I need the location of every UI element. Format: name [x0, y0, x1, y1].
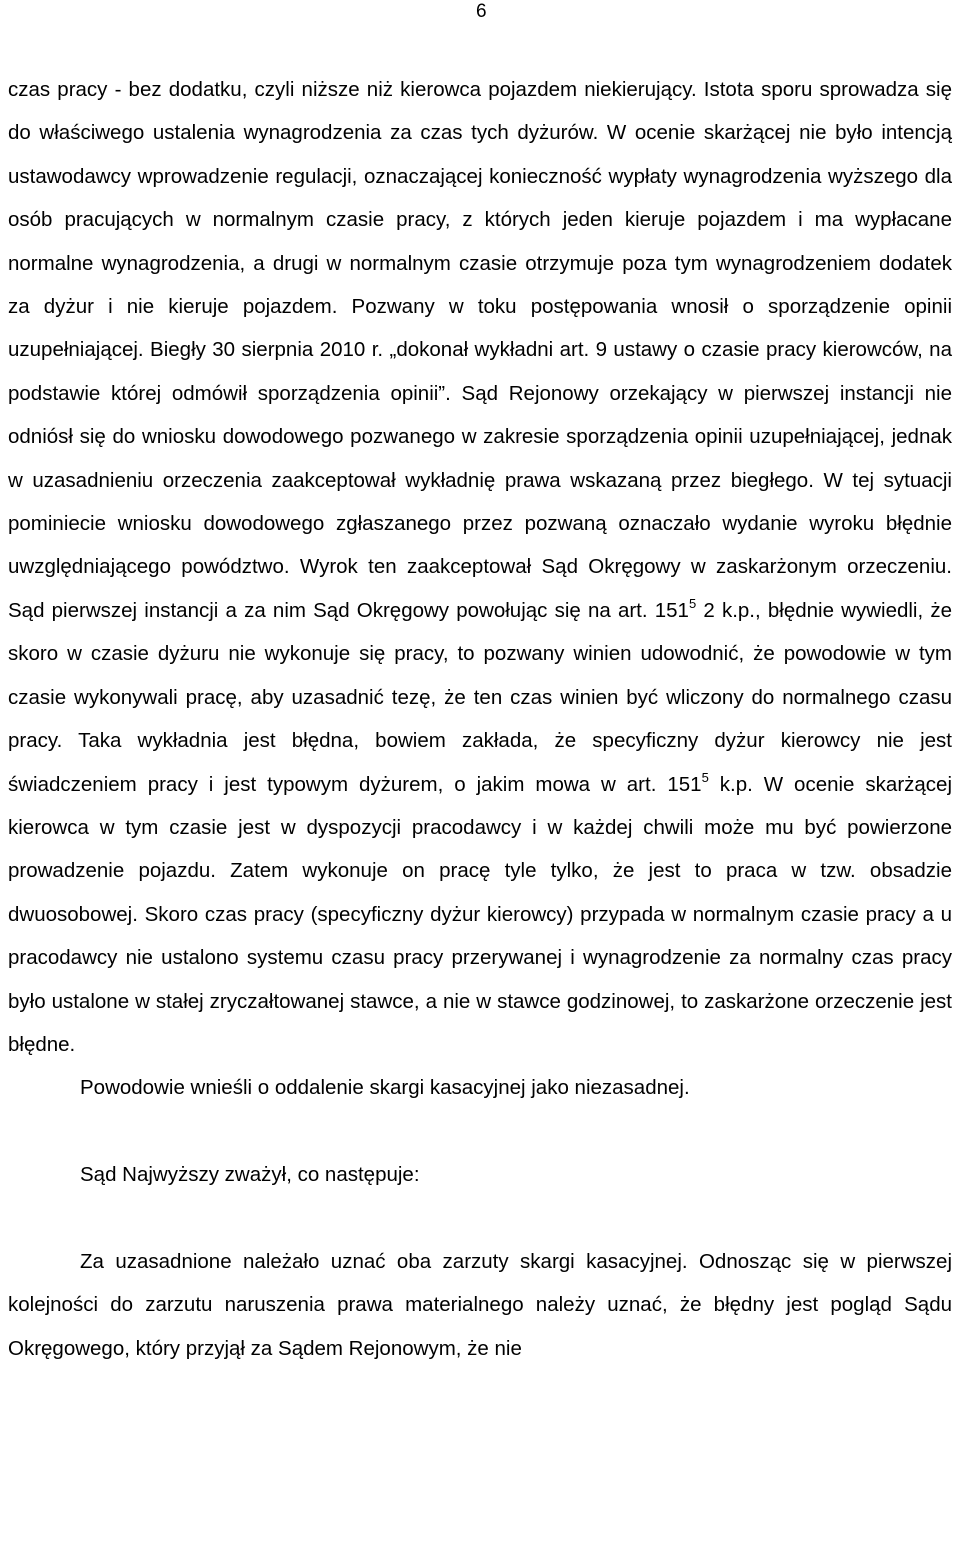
page-number: 6 — [476, 1, 487, 22]
paragraph-text: czas pracy - bez dodatku, czyli niższe niż kierowca pojazdem niekierujący. Istota sporu sprowadza się do właściwego ustalenia wynagrodzenia za czas tych dyżurów. W ocenie skarżącej nie było intencją ustawodawcy wprowadzenie regulacji, oznaczającej konieczność wypłaty wynagrodzenia wyższego dla osób pracujących w normalnym czasie pracy, z których jeden kieruje pojazdem i ma wypłacane normalne wynagrodzenia, a drugi w normalnym czasie otrzymuje poza tym wynagrodzeniem dodatek za dyżur i nie kieruje pojazdem. Pozwany w toku postępowania wnosił o sporządzenie opinii uzupełniającej. Biegły 30 sierpnia 2010 r. „dokonał wykładni art. 9 ustawy o czasie pracy kierowców, na podstawie której odmówił sporządzenia opinii”. Sąd Rejonowy orzekający w pierwszej instancji nie odniósł się do wniosku dowodowego pozwanego w zakresie sporządzenia opinii uzupełniającej, jednak w uzasadnieniu orzeczenia zaakceptował wykładnię prawa wskazaną przez biegłego. W tej sytuacji pominiecie wniosku dowodowego zgłaszanego przez pozwaną oznaczało wydanie wyroku błędnie uwzględniającego powództwo. Wyrok ten zaakceptował Sąd Okręgowy w zaskarżonym orzeczeniu. Sąd pierwszej instancji a za nim Sąd Okręgowy powołując się na art. 151 — [8, 78, 952, 622]
document-body — [8, 68, 952, 1370]
paragraph-court-reasoning: Za uzasadnione należało uznać oba zarzuty skargi kasacyjnej. Odnosząc się w pierwszej kolejności do zarzutu naruszenia prawa materialnego należy uznać, że błędny jest pogląd Sądu Okręgowego, który przyjął za Sądem Rejonowym, że nie — [8, 1249, 952, 1360]
superscript: 5 — [688, 595, 697, 611]
superscript: 5 — [701, 769, 709, 785]
paragraph-plaintiffs-motion: Powodowie wnieśli o oddalenie skargi kasacyjnej jako niezasadnej. — [80, 1076, 690, 1100]
paragraph-text: 2 k.p., błędnie wywiedli, że skoro w czasie dyżuru nie wykonuje się pracy, to pozwany winien udowodnić, że powodowie w tym czasie wykonywali pracę, aby uzasadnić tezę, że ten czas winien być wliczony do normalnego czasu pracy. Taka wykładnia jest błędna, bowiem zakłada, że specyficzny dyżur kierowcy nie jest świadczeniem pracy i jest typowym dyżurem, o jakim mowa w art. 151 — [8, 598, 952, 796]
paragraph-cassation-arguments — [8, 68, 952, 1066]
section-heading: Sąd Najwyższy zważył, co następuje: — [80, 1163, 420, 1187]
paragraph-text: k.p. W ocenie skarżącej kierowca w tym czasie jest w dyspozycji pracodawcy i w każdej chwili może mu być powierzone prowadzenie pojazdu. Zatem wykonuje on pracę tyle tylko, że jest to praca w tzw. obsadzie dwuosobowej. Skoro czas pracy (specyficzny dyżur kierowcy) przypada w normalnym czasie pracy a u pracodawcy nie ustalono systemu czasu pracy przerywanej i wynagrodzenie za normalny czas pracy było ustalone w stałej zryczałtowanej stawce, a nie w stawce godzinowej, to zaskarżone orzeczenie jest błędne. — [8, 772, 952, 1056]
